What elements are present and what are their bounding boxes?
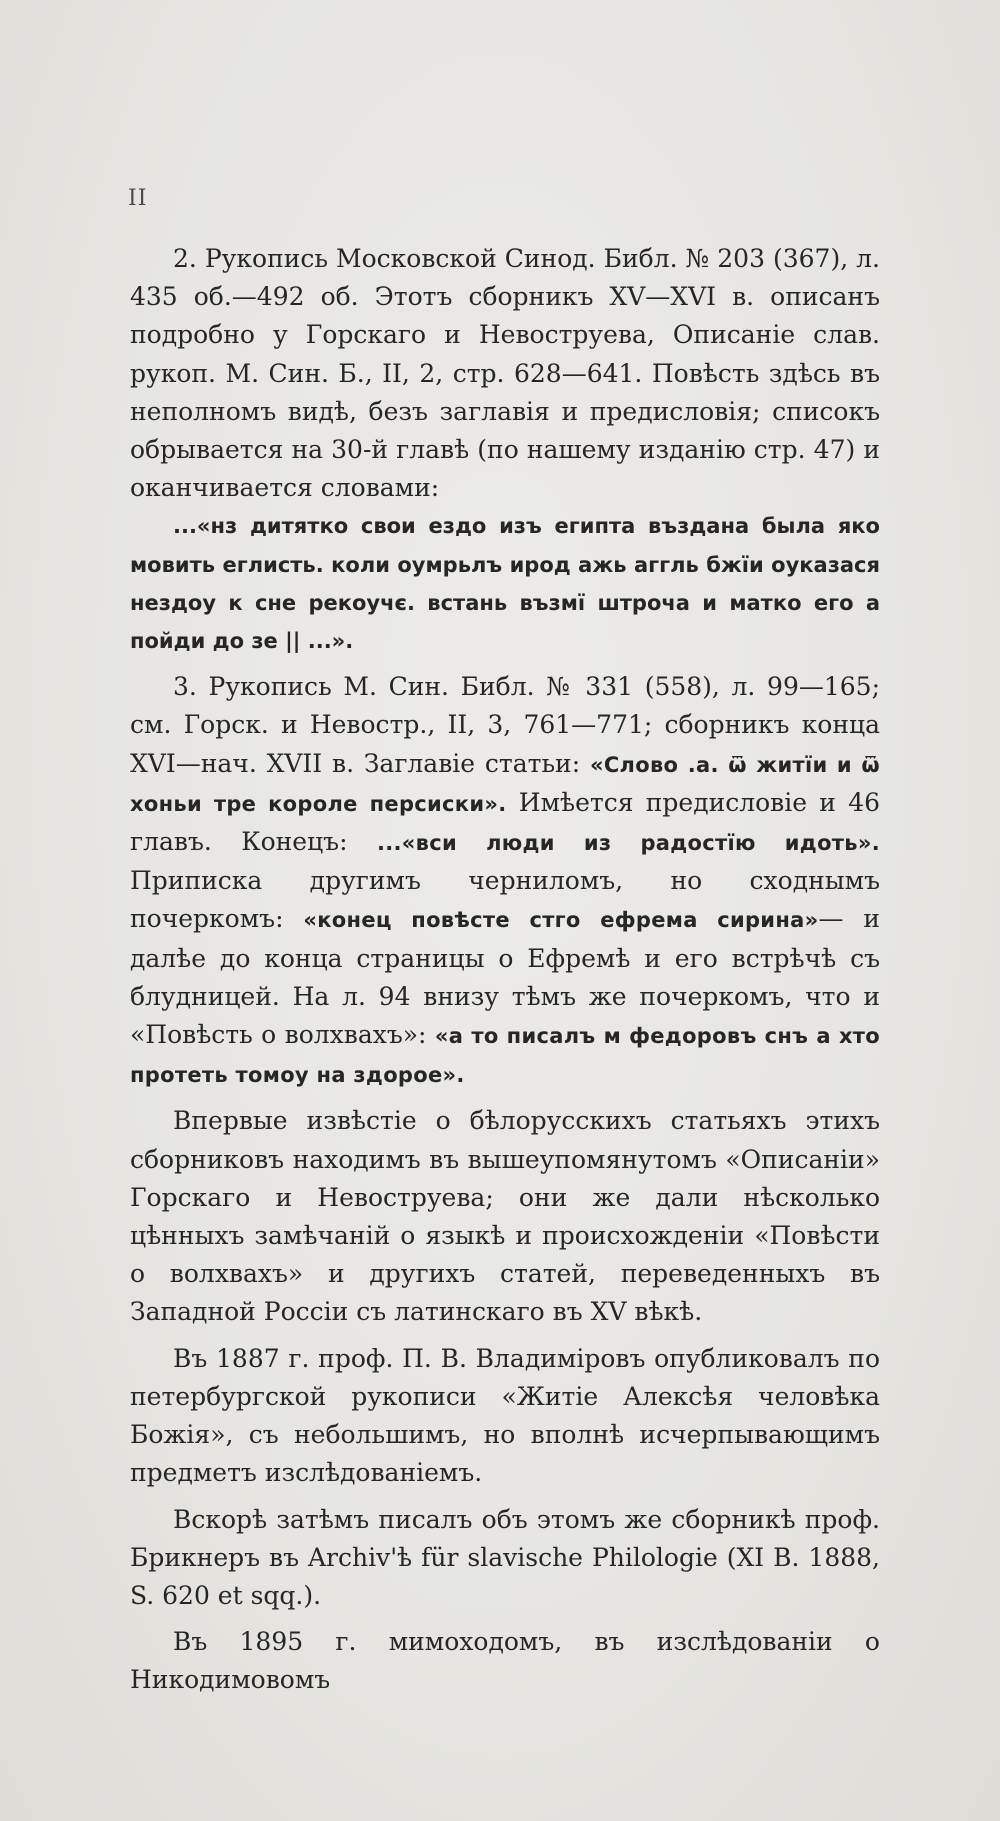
quote-manuscript-203-ending: ...«нз дитятко свои ездо изъ египта въздана была яко мовить еглисть. коли оумрьлъ ирод ажь аггль бжїи оуказася нездоу к сне рекоучє. встань възмї штроча и матко его а пойди до зе || ...». [130,514,880,654]
paragraph-first-reports: Впервые извѣстіе о бѣлорусскихъ статьяхъ этихъ сборниковъ находимъ въ вышеупомянутомъ «Описаніи» Горскаго и Невоструева; они же дали нѣсколько цѣнныхъ замѣчаній о языкѣ и происхожденіи «Повѣсти о волхвахъ» и другихъ статей, переведенныхъ въ Западной Россіи съ латинскаго въ XV вѣкѣ. [130,1106,880,1327]
quote-article-ending: ...«вси люди из радостїю идоть». [376,831,880,856]
paragraph-1895: Въ 1895 г. мимоходомъ, въ изслѣдованіи о Никодимовомъ [130,1627,880,1695]
manuscript-331-intro: 3. Рукопись М. Син. Библ. № 331 (558), л. 99—165; см. Горск. и Невостр., II, 3, 761—771; сборникъ конца XVI—нач. XVII в. Заглавіе статьи: [130,672,880,778]
quote-scribe-note: «а то писалъ м федоровъ снъ а хто протеть томоу на здорое». [130,1024,880,1088]
manuscript-331-contents: Имѣется предисловіе и 46 главъ. Конецъ: [130,787,881,857]
paragraph-manuscript-203: 2. Рукопись Московской Синод. Библ. № 203 (367), л. 435 об.—492 об. Этотъ сборникъ XV—XVI в. описанъ подробно у Горскаго и Невоструева, Описаніе слав. рукоп. М. Син. Б., II, 2, стр. 628—641. Повѣсть здѣсь въ неполномъ видѣ, безъ заглавія и предисловія; списокъ обрывается на 30-й главѣ (по нашему изданію стр. 47) и оканчивается словами: [130,244,880,503]
manuscript-331-postscript: Приписка другимъ черниломъ, но сходнымъ почеркомъ: [130,866,880,934]
body-text [130,240,880,1700]
paragraph-vladimirov: Въ 1887 г. проф. П. В. Владиміровъ опубликовалъ по петербургской рукописи «Житіе Алексѣя человѣка Божія», съ небольшимъ, но вполнѣ исчерпывающимъ предметъ изслѣдованіемъ. [130,1343,880,1488]
paragraph-manuscript-331 [130,668,880,1094]
manuscript-331-note: — и далѣе до конца страницы о Ефремѣ и его встрѣчѣ съ блудницей. На л. 94 внизу тѣмъ же почеркомъ, что и «Повѣсть о волхвахъ»: [130,904,880,1050]
quote-postscript: «конец повѣсте стго ефрема сирина» [303,908,819,933]
page-number: II [128,186,148,211]
quote-article-title: «Слово .а. ѿ житїи и ѿ хоньи тре короле персиски». [130,752,880,816]
paragraph-brueckner: Вскорѣ затѣмъ писалъ объ этомъ же сборникѣ проф. Брикнеръ въ Archiv'ѣ für slavische Philologie (XI B. 1888, S. 620 et sqq.). [130,1504,880,1610]
